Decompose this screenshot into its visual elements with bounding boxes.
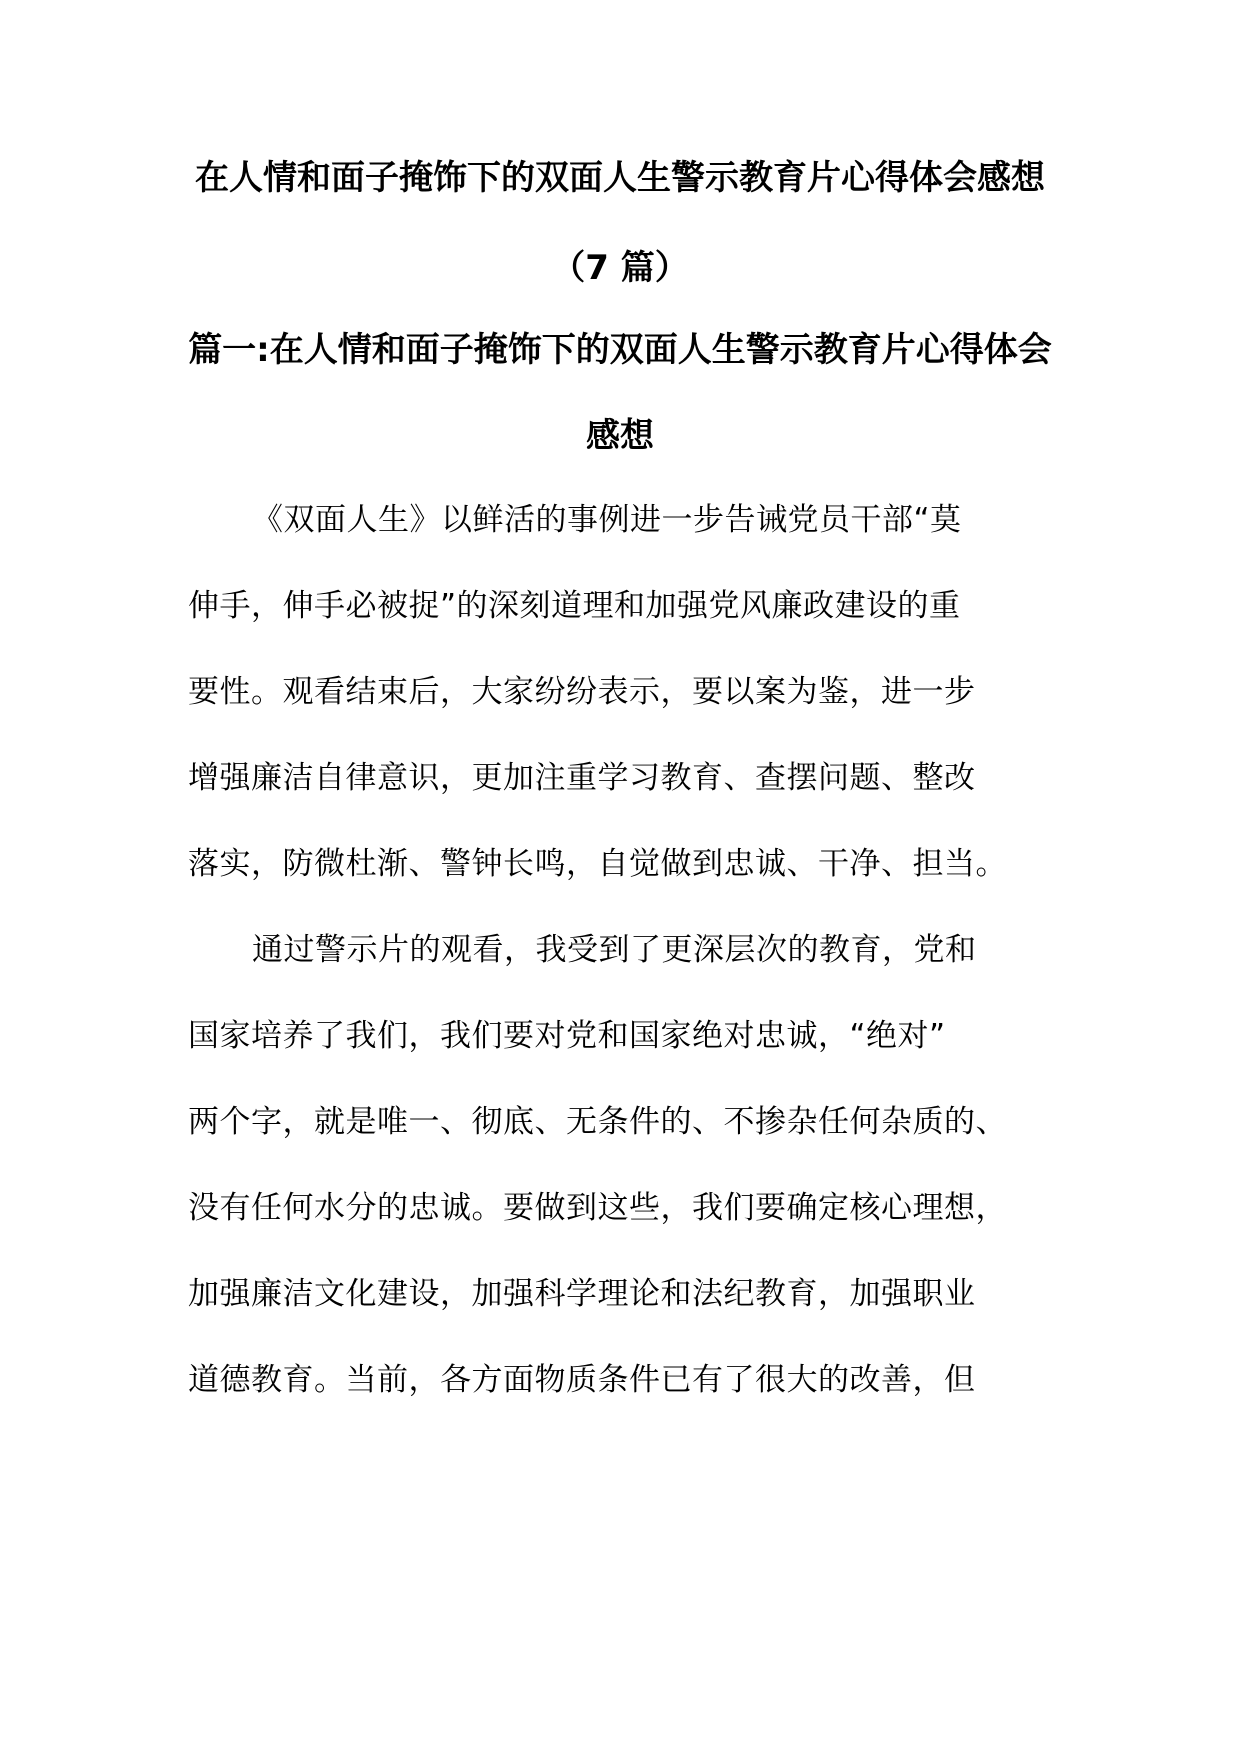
section-title-line-1: 篇一:在人情和面子掩饰下的双面人生警示教育片心得体会 [188, 330, 1052, 370]
section-title-line-2: 感想 [586, 416, 654, 456]
paragraph-line: 要性。观看结束后，大家纷纷表示，要以案为鉴，进一步 [188, 674, 976, 710]
paragraph-line: 落实，防微杜渐、警钟长鸣，自觉做到忠诚、干净、担当。 [188, 846, 1007, 882]
paragraph-line: 增强廉洁自律意识，更加注重学习教育、查摆问题、整改 [188, 760, 976, 796]
paragraph-line: 通过警示片的观看，我受到了更深层次的教育，党和 [252, 932, 977, 968]
document-title-line-2: （7 篇） [551, 248, 689, 288]
paragraph-line: 两个字，就是唯一、彻底、无条件的、不掺杂任何杂质的、 [188, 1104, 1007, 1140]
paragraph-line: 没有任何水分的忠诚。要做到这些，我们要确定核心理想， [188, 1190, 1007, 1226]
paragraph-line: 国家培养了我们，我们要对党和国家绝对忠诚，“绝对” [188, 1018, 946, 1054]
paragraph-line: 《双面人生》以鲜活的事例进一步告诫党员干部“莫 [252, 502, 962, 538]
document-title-line-1: 在人情和面子掩饰下的双面人生警示教育片心得体会感想 [195, 158, 1045, 198]
paragraph-line: 道德教育。当前，各方面物质条件已有了很大的改善，但 [188, 1362, 976, 1398]
paragraph-line: 加强廉洁文化建设，加强科学理论和法纪教育，加强职业 [188, 1276, 976, 1312]
paragraph-line: 伸手，伸手必被捉”的深刻道理和加强党风廉政建设的重 [188, 588, 961, 624]
